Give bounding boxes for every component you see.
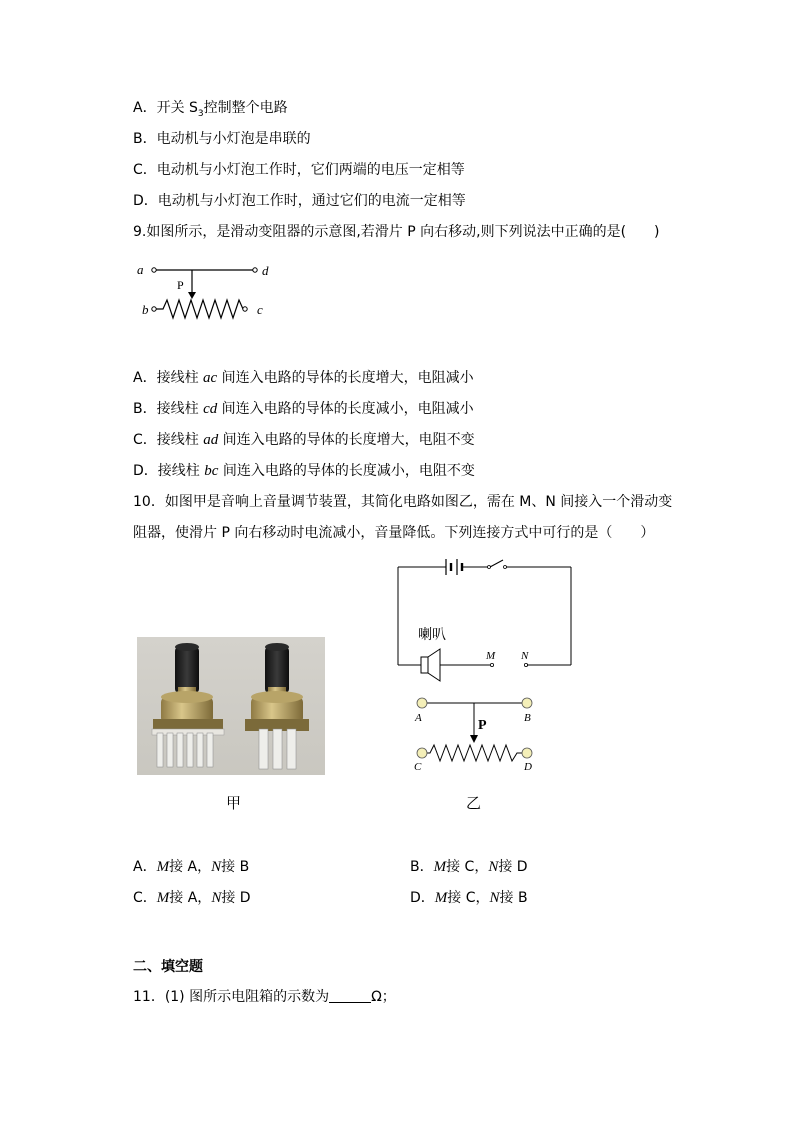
q10-option-a-t1: 接 A， bbox=[169, 859, 212, 875]
q10-option-d-t2: 接 B bbox=[499, 890, 528, 906]
q10-option-c-label: C． bbox=[133, 890, 157, 906]
q9-label-c: c bbox=[257, 302, 263, 317]
q9-option-d-pre: D．接线柱 bbox=[133, 463, 205, 479]
q8-option-d: D．电动机与小灯泡工作时，通过它们的电流一定相等 bbox=[133, 193, 466, 209]
q10-option-c-n: N bbox=[211, 890, 222, 906]
q9-label-a: a bbox=[137, 262, 144, 277]
q9-stem: 9.如图所示，是滑动变阻器的示意图,若滑片 P 向右移动,则下列说法中正确的是( ) bbox=[133, 224, 660, 240]
q9-option-a-pre: A．接线柱 bbox=[133, 370, 204, 386]
q10-option-b-t2: 接 D bbox=[498, 859, 528, 875]
q11-stem bbox=[133, 987, 396, 1007]
q8-option-a bbox=[133, 98, 288, 124]
q10-option-b-n: N bbox=[488, 859, 499, 875]
q9-option-c-term: ad bbox=[203, 432, 219, 448]
q9-option-c-pre: C．接线柱 bbox=[133, 432, 204, 448]
answer-blank[interactable] bbox=[329, 988, 371, 1003]
q8-option-a-text2: 控制整个电路 bbox=[203, 100, 288, 116]
q10-option-a bbox=[133, 857, 249, 877]
q10-option-a-t2: 接 B bbox=[221, 859, 250, 875]
q9-option-a-post: 间连入电路的导体的长度增大，电阻减小 bbox=[217, 370, 474, 386]
q10-label-m: M bbox=[486, 650, 496, 662]
q9-option-b-post: 间连入电路的导体的长度减小，电阻减小 bbox=[217, 401, 474, 417]
q10-option-c bbox=[133, 888, 251, 908]
q9-option-a bbox=[133, 368, 474, 388]
q11-stem-pre: 11．(1) 图所示电阻箱的示数为 bbox=[133, 989, 330, 1005]
q9-option-b bbox=[133, 399, 474, 419]
q10-option-a-label: A． bbox=[133, 859, 157, 875]
q9-option-d-post: 间连入电路的导体的长度减小，电阻不变 bbox=[218, 463, 475, 479]
q9-label-b: b bbox=[142, 302, 149, 317]
q10-label-p: P bbox=[478, 718, 487, 733]
q9-rheostat-figure bbox=[133, 258, 283, 324]
q10-label-d: D bbox=[524, 761, 532, 773]
q10-potentiometer-photo bbox=[137, 637, 325, 775]
q10-circuit-diagram bbox=[390, 555, 580, 775]
q9-option-c bbox=[133, 430, 475, 450]
q8-option-c: C．电动机与小灯泡工作时，它们两端的电压一定相等 bbox=[133, 162, 465, 178]
q9-option-d bbox=[133, 461, 475, 481]
q9-label-d: d bbox=[262, 263, 269, 278]
q10-label-a: A bbox=[415, 712, 422, 724]
q10-option-d-n: N bbox=[489, 890, 500, 906]
q10-option-d-t1: 接 C， bbox=[447, 890, 490, 906]
q8-option-a-text: A．开关 S bbox=[133, 100, 198, 116]
q10-option-d bbox=[410, 888, 528, 908]
q10-option-a-n: N bbox=[211, 859, 222, 875]
q10-option-d-label: D． bbox=[410, 890, 435, 906]
q10-label-b: B bbox=[524, 712, 531, 724]
section-heading: 二、填空题 bbox=[133, 959, 203, 975]
q9-label-p: P bbox=[177, 278, 184, 292]
q8-option-b: B．电动机与小灯泡是串联的 bbox=[133, 131, 311, 147]
q8-option-a-subscript: 3 bbox=[197, 108, 204, 119]
q10-option-b-t1: 接 C， bbox=[446, 859, 489, 875]
q10-stem-line1: 10．如图甲是音响上音量调节装置，其简化电路如图乙，需在 M、N 间接入一个滑动变 bbox=[133, 494, 673, 510]
q11-stem-post: Ω； bbox=[371, 989, 396, 1005]
q9-option-b-term: cd bbox=[203, 401, 218, 417]
q10-option-c-t1: 接 A， bbox=[169, 890, 212, 906]
q9-option-a-term: ac bbox=[203, 370, 218, 386]
q10-figure-yi-caption: 乙 bbox=[466, 794, 482, 812]
q10-stem-line2: 阻器，使滑片 P 向右移动时电流减小，音量降低。下列连接方式中可行的是（ ） bbox=[133, 525, 655, 541]
q10-option-a-m: M bbox=[156, 859, 170, 875]
q10-option-b-m: M bbox=[433, 859, 447, 875]
q10-option-d-m: M bbox=[434, 890, 448, 906]
q10-label-speaker: 喇叭 bbox=[418, 628, 446, 643]
q9-option-d-term: bc bbox=[204, 463, 219, 479]
q10-figure-jia-caption: 甲 bbox=[226, 794, 242, 812]
q10-option-b-label: B． bbox=[410, 859, 434, 875]
q10-option-b bbox=[410, 857, 528, 877]
q10-label-c: C bbox=[414, 761, 422, 773]
q9-option-c-post: 间连入电路的导体的长度增大，电阻不变 bbox=[218, 432, 475, 448]
q9-option-b-pre: B．接线柱 bbox=[133, 401, 204, 417]
q10-option-c-m: M bbox=[156, 890, 170, 906]
q10-option-c-t2: 接 D bbox=[221, 890, 251, 906]
q10-label-n: N bbox=[521, 650, 529, 662]
